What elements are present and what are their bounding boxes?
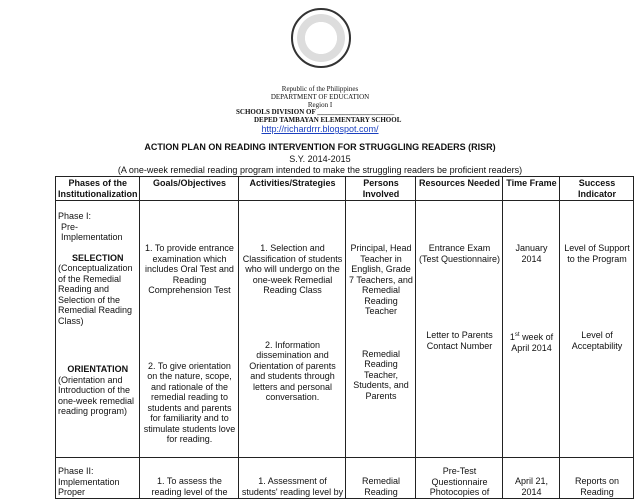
col-header: Persons Involved	[346, 177, 416, 201]
success-indicator: Level of Acceptability	[571, 330, 623, 351]
activities-cell	[239, 201, 346, 458]
success-indicator: Reports on Reading	[574, 476, 619, 497]
activity: 2. Information dissemination and Orientation of parents and students through letters and personal conversation.	[249, 339, 336, 402]
department-text: DEPARTMENT OF EDUCATION	[270, 93, 370, 101]
resources: Entrance Exam (Test Questionnaire)	[418, 243, 500, 264]
goals-cell	[140, 458, 239, 499]
success-indicator: Level of Support to the Program	[564, 243, 630, 264]
persons-cell	[346, 201, 416, 458]
resources-cell	[416, 201, 503, 458]
republic-text: Republic of the Philippines	[281, 85, 359, 93]
phase-cell	[56, 201, 140, 458]
header-row	[56, 177, 634, 201]
schools-division: SCHOOLS DIVISION OF ______________________	[236, 108, 395, 116]
resources-cell	[416, 458, 503, 499]
success-cell	[560, 201, 634, 458]
phase-name: Pre-Implementation	[61, 221, 123, 242]
col-header: Time Frame	[503, 177, 560, 201]
time-frame: 1st week of April 2014	[509, 332, 554, 353]
region-text: Region I	[307, 101, 333, 109]
resources: Pre-Test Questionnaire Photocopies of	[429, 466, 490, 497]
goal: 1. To provide entrance examination which includes Oral Test and Reading Comprehension Test	[145, 243, 234, 295]
goals-cell	[140, 201, 239, 458]
goal: 1. To assess the reading level of the	[151, 476, 228, 497]
col-header: Activities/Strategies	[239, 177, 346, 201]
persons: Remedial Reading Teacher, Students, and Parents	[353, 348, 409, 401]
phase-cell	[56, 458, 140, 499]
phase-name: Implementation Proper	[58, 476, 120, 497]
table-row	[56, 201, 634, 458]
blog-link[interactable]: http://richardrrr.blogspot.com/	[261, 124, 379, 134]
subphase-desc: (Conceptualization of the Remedial Reading and Selection of the Remedial Reading Class)	[58, 263, 133, 326]
school-name: DEPED TAMBAYAN ELEMENTARY SCHOOL	[254, 116, 402, 124]
activity: 1. Assessment of students' reading level by	[241, 476, 344, 497]
subtitle: (A one-week remedial reading program intended to make the struggling readers be proficient readers)	[117, 165, 523, 175]
success-cell	[560, 458, 634, 499]
time-frame: April 21, 2014	[514, 476, 548, 497]
subphase-title: SELECTION	[71, 252, 124, 263]
time-frame: January 2014	[515, 243, 548, 264]
table-row	[56, 458, 634, 499]
time-cell	[503, 201, 560, 458]
col-header: Success Indicator	[560, 177, 634, 201]
phase-label: Phase I:	[58, 211, 92, 221]
time-cell	[503, 458, 560, 499]
subphase-title: ORIENTATION	[67, 364, 129, 374]
activity: 1. Selection and Classification of students who will undergo on the one-week Remedial Reading Class	[242, 243, 343, 295]
resources: Letter to Parents Contact Number	[426, 330, 493, 351]
goal: 2. To give orientation on the nature, scope, and rationale of the remedial reading to students and parents for familiarity and to stimulate students love for reading.	[143, 360, 236, 444]
phase-label: Phase II:	[58, 466, 94, 476]
action-plan-table	[55, 176, 634, 499]
school-year: S.Y. 2014-2015	[289, 154, 351, 164]
col-header: Resources Needed	[416, 177, 503, 201]
activities-cell	[239, 458, 346, 499]
deped-seal	[291, 8, 351, 68]
col-header: Phases of the Institutionalization	[56, 177, 140, 201]
persons-cell	[346, 458, 416, 499]
col-header: Goals/Objectives	[140, 177, 239, 201]
persons: Principal, Head Teacher in English, Grade 7 Teachers, and Remedial Reading Teacher	[349, 243, 413, 316]
document-title: ACTION PLAN ON READING INTERVENTION FOR STRUGGLING READERS (RISR)	[144, 142, 496, 152]
subphase-desc: (Orientation and Introduction of the one-week remedial reading program)	[58, 374, 135, 416]
persons: Remedial Reading	[361, 476, 400, 497]
